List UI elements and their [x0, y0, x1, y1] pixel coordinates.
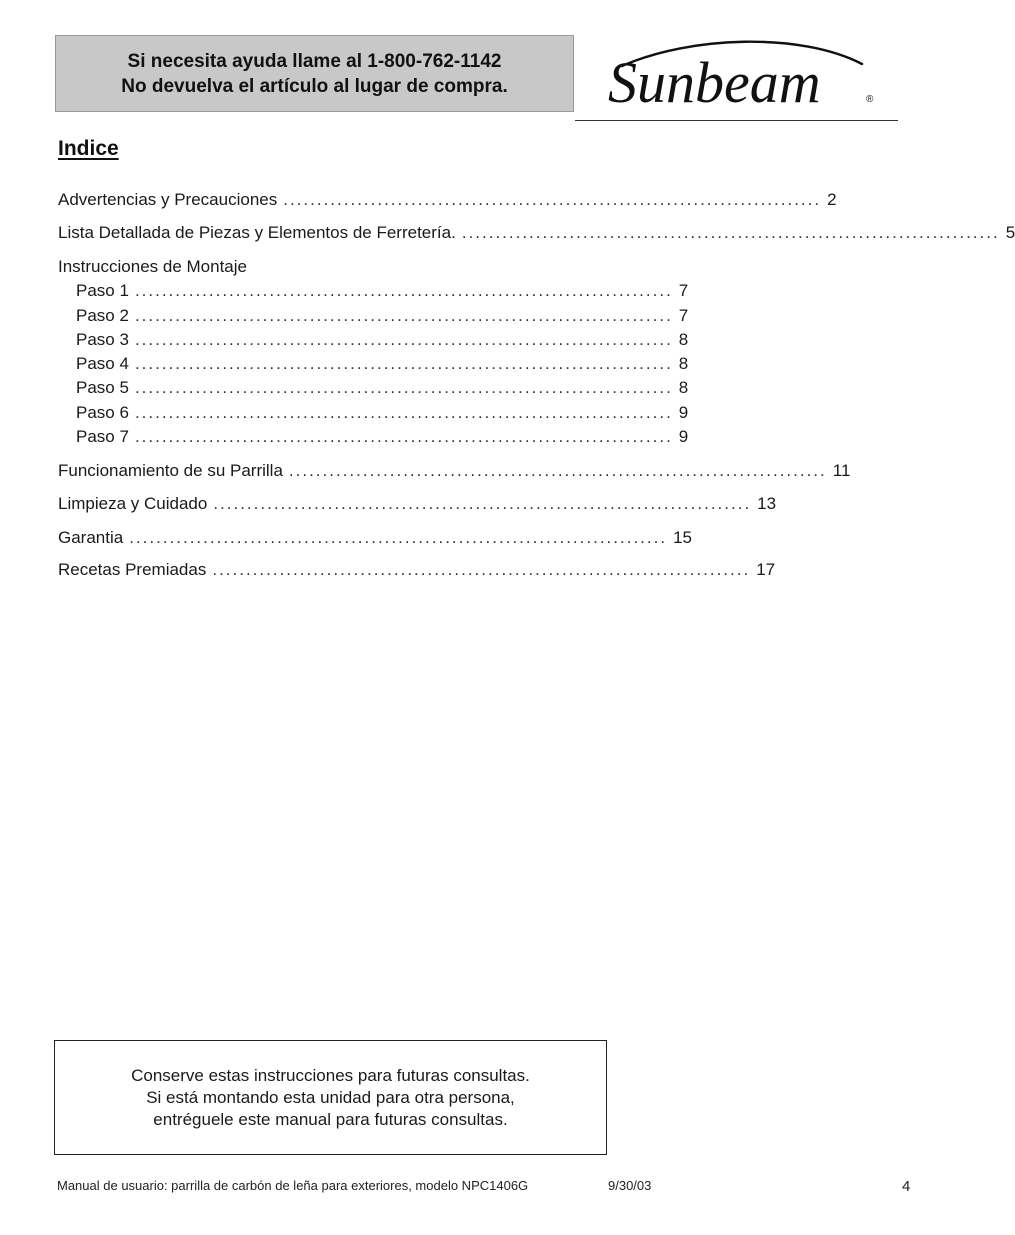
assembly-heading: Instrucciones de Montaje: [58, 257, 247, 276]
toc-entry-label: Advertencias y Precauciones: [58, 190, 278, 209]
footer-manual-title: Manual de usuario: parrilla de carbón de leña para exteriores, modelo NPC1406G: [57, 1178, 529, 1193]
toc-entry-advertencias[interactable]: [58, 189, 837, 211]
toc-step-page: 7: [678, 306, 689, 325]
dot-leader: ................................................................................: [134, 403, 673, 422]
help-banner: [55, 35, 574, 112]
dot-leader: ................................................................................: [134, 354, 673, 373]
toc-entry-page: 15: [673, 528, 692, 547]
toc-step-label: Paso 7: [76, 427, 129, 446]
toc-step-page: 7: [678, 281, 689, 300]
toc-step-label: Paso 2: [76, 306, 129, 325]
toc-step-label: Paso 4: [76, 354, 129, 373]
note-line-1: Conserve estas instrucciones para futuras consultas.: [131, 1065, 530, 1085]
toc-entry-garantia[interactable]: [58, 527, 692, 549]
dot-leader: ................................................................................: [134, 306, 673, 325]
toc-step-label: Paso 6: [76, 403, 129, 422]
toc-step-2[interactable]: [76, 305, 689, 327]
toc-step-3[interactable]: [76, 329, 689, 351]
dot-leader: ................................................................................: [134, 427, 673, 446]
toc-step-6[interactable]: [76, 402, 689, 424]
toc-step-page: 8: [678, 330, 689, 349]
toc-entry-page: 11: [832, 461, 851, 480]
logo-wordmark: Sunbeam: [608, 50, 821, 115]
dot-leader: ................................................................................: [288, 461, 827, 480]
toc-step-page: 9: [678, 403, 689, 422]
dot-leader: ................................................................................: [134, 330, 673, 349]
toc-entry-limpieza[interactable]: [58, 493, 777, 515]
dot-leader: ................................................................................: [213, 494, 752, 513]
toc-step-page: 8: [678, 378, 689, 397]
toc-entry-label: Limpieza y Cuidado: [58, 494, 208, 513]
dot-leader: ................................................................................: [129, 528, 668, 547]
dot-leader: ................................................................................: [134, 378, 673, 397]
sunbeam-logo: [600, 30, 890, 120]
toc-entry-page: 13: [757, 494, 777, 513]
toc-step-label: Paso 3: [76, 330, 129, 349]
toc-step-4[interactable]: [76, 353, 689, 375]
toc-step-5[interactable]: [76, 377, 689, 399]
toc-entry-label: Lista Detallada de Piezas y Elementos de Ferretería.: [58, 223, 456, 242]
dot-leader: ................................................................................: [212, 560, 751, 579]
toc-entry-page: 17: [756, 560, 776, 579]
note-line-2: Si está montando esta unidad para otra persona,: [146, 1087, 515, 1107]
note-line-3: entréguele este manual para futuras consultas.: [153, 1109, 508, 1129]
toc-entry-recetas[interactable]: [58, 559, 776, 581]
footer-date: 9/30/03: [608, 1178, 652, 1193]
toc-entry-label: Garantia: [58, 528, 124, 547]
toc-entry-label: Recetas Premiadas: [58, 560, 207, 579]
index-title: Indice: [58, 137, 119, 160]
no-return-line: No devuelva el artículo al lugar de compra.: [121, 75, 508, 97]
toc-step-page: 8: [678, 354, 689, 373]
registered-mark: ®: [866, 94, 874, 105]
toc-entry-funcionamiento[interactable]: [58, 460, 851, 482]
toc-entry-lista-piezas[interactable]: [58, 222, 1015, 244]
keep-instructions-box: [54, 1040, 607, 1155]
toc-entry-page: 2: [827, 190, 837, 209]
page-number: 4: [902, 1178, 911, 1195]
dot-leader: ................................................................................: [461, 223, 1000, 242]
help-phone-line: Si necesita ayuda llame al 1-800-762-1142: [127, 50, 502, 72]
toc-step-7[interactable]: [76, 426, 689, 448]
toc-entry-label: Funcionamiento de su Parrilla: [58, 461, 283, 480]
toc-step-label: Paso 1: [76, 281, 129, 300]
toc-entry-page: 5: [1005, 223, 1015, 242]
toc-step-page: 9: [678, 427, 689, 446]
header-rule: [575, 120, 898, 121]
toc-step-1[interactable]: [76, 280, 689, 302]
dot-leader: ................................................................................: [283, 190, 822, 209]
dot-leader: ................................................................................: [134, 281, 673, 300]
toc-step-label: Paso 5: [76, 378, 129, 397]
